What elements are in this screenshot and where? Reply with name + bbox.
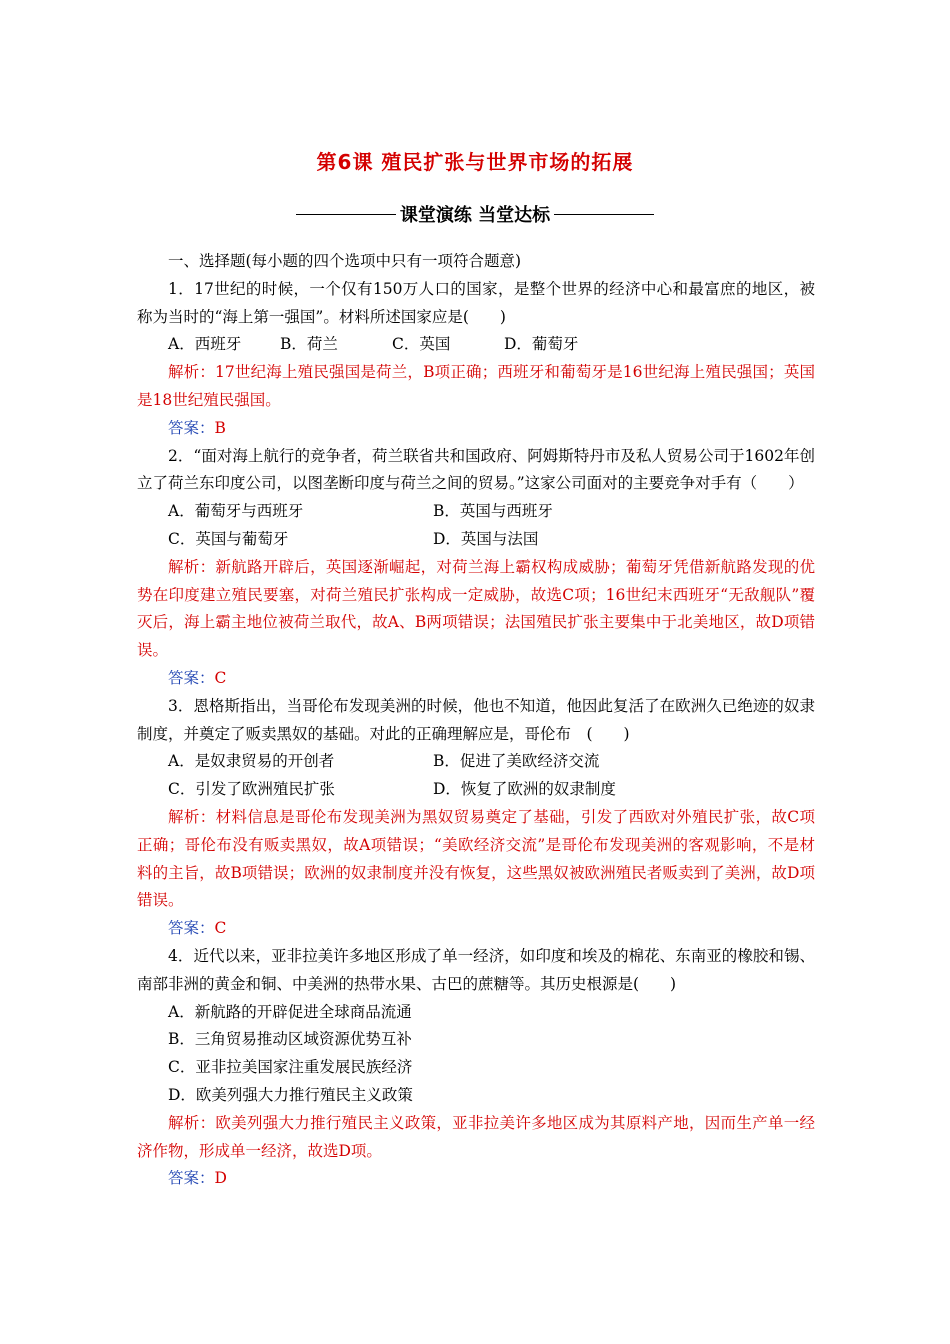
right-rule: [554, 214, 654, 215]
option-row: [137, 331, 815, 359]
option: A．葡萄牙与西班牙: [168, 502, 304, 521]
analysis-label: 解析：: [168, 557, 216, 576]
analysis-text: 新航路开辟后，英国逐渐崛起，对荷兰海上霸权构成威胁；葡萄牙凭借新航路发现的优势在印度建立殖民要塞，对荷兰殖民扩张构成一定威胁，故选C项；16世纪末西班牙“无敌舰队”覆灭后，海上霸主地位被荷兰取代，故A、B两项错误；法国殖民扩张主要集中于北美地区，故D项错误。: [137, 557, 815, 660]
analysis-label: 解析：: [168, 1113, 216, 1132]
answer: [137, 1165, 815, 1193]
option: D．葡萄牙: [504, 335, 579, 354]
answer-value: C: [214, 919, 227, 938]
option: D．恢复了欧洲的奴隶制度: [433, 780, 616, 799]
analysis-text: 欧美列强大力推行殖民主义政策，亚非拉美许多地区成为其原料产地，因而生产单一经济作物，形成单一经济，故选D项。: [137, 1113, 815, 1160]
answer-label: 答案：: [168, 668, 215, 687]
question-stem: 2．“面对海上航行的竞争者，荷兰联省共和国政府、阿姆斯特丹市及私人贸易公司于1602年创立了荷兰东印度公司，以图垄断印度与荷兰之间的贸易。”这家公司面对的主要竞争对手有（ ）: [137, 446, 815, 493]
section-header: [296, 202, 654, 226]
option: B．促进了美欧经济交流: [433, 752, 600, 771]
answer-label: 答案：: [168, 418, 215, 437]
analysis: [137, 554, 815, 665]
option: D．英国与法国: [433, 529, 539, 548]
analysis-text: 材料信息是哥伦布发现美洲为黑奴贸易奠定了基础，引发了西欧对外殖民扩张，故C项正确；哥伦布没有贩卖黑奴，故A项错误；“美欧经济交流”是哥伦布发现美洲的客观影响，不是材料的主旨，故B项错误；欧洲的奴隶制度并没有恢复，这些黑奴被欧洲殖民者贩卖到了美洲，故D项错误。: [137, 807, 815, 910]
option: A．新航路的开辟促进全球商品流通: [168, 1002, 412, 1021]
left-rule: [296, 214, 396, 215]
question-stem: 4．近代以来，亚非拉美许多地区形成了单一经济，如印度和埃及的棉花、东南亚的橡胶和锡、南部非洲的黄金和铜、中美洲的热带水果、古巴的蔗糖等。其历史根源是( ): [137, 946, 815, 993]
option-row: [137, 776, 815, 804]
option: B．荷兰: [280, 335, 338, 354]
option-row: [137, 498, 815, 526]
answer-value: D: [214, 1169, 227, 1188]
answer-value: B: [214, 418, 226, 437]
analysis: [137, 1110, 815, 1166]
option: C．英国: [392, 335, 451, 354]
answer-label: 答案：: [168, 1169, 215, 1188]
option: B．三角贸易推动区域资源优势互补: [168, 1030, 412, 1049]
answer: [137, 415, 815, 443]
analysis: [137, 359, 815, 415]
option: C．亚非拉美国家注重发展民族经济: [168, 1058, 413, 1077]
exercise-content: [137, 248, 815, 1193]
option: D．欧美列强大力推行殖民主义政策: [168, 1085, 413, 1104]
option: C．引发了欧洲殖民扩张: [168, 780, 335, 799]
option: A．西班牙: [168, 335, 242, 354]
question-stem: 1．17世纪的时候，一个仅有150万人口的国家，是整个世界的经济中心和最富庶的地区，被称为当时的“海上第一强国”。材料所述国家应是( ): [137, 279, 815, 326]
analysis: [137, 804, 815, 915]
option-row: [137, 748, 815, 776]
instructions: 一、选择题(每小题的四个选项中只有一项符合题意): [168, 252, 522, 270]
lesson-title: 第6课 殖民扩张与世界市场的拓展: [316, 150, 634, 174]
section-label: 课堂演练 当堂达标: [399, 205, 551, 226]
option: C．英国与葡萄牙: [168, 529, 289, 548]
analysis-text: 17世纪海上殖民强国是荷兰，B项正确；西班牙和葡萄牙是16世纪海上殖民强国；英国是18世纪殖民强国。: [137, 363, 815, 409]
analysis-label: 解析：: [168, 363, 216, 382]
option-row: [137, 526, 815, 554]
analysis-label: 解析：: [168, 807, 216, 826]
answer-label: 答案：: [168, 919, 215, 938]
option: A．是奴隶贸易的开创者: [168, 752, 335, 771]
question-stem: 3．恩格斯指出，当哥伦布发现美洲的时候，他也不知道，他因此复活了在欧洲久已绝迹的奴隶制度，并奠定了贩卖黑奴的基础。对此的正确理解应是，哥伦布 ( ): [137, 696, 815, 743]
option: B．英国与西班牙: [433, 502, 553, 521]
answer: [137, 915, 815, 943]
answer: [137, 665, 815, 693]
answer-value: C: [214, 668, 227, 687]
